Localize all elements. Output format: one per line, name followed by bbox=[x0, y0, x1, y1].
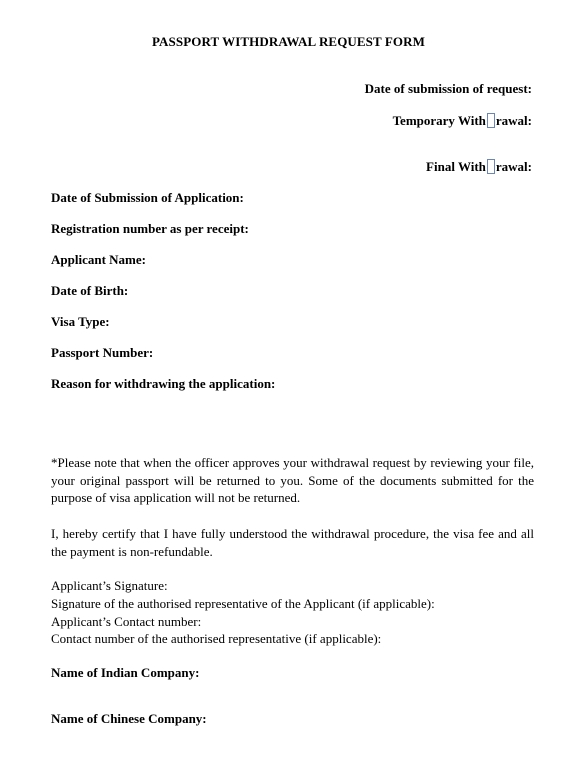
indian-company-label: Name of Indian Company: bbox=[51, 665, 200, 680]
field-date-of-submission-application: Date of Submission of Application: bbox=[51, 190, 244, 205]
representative-contact-label: Contact number of the authorised representative (if applicable): bbox=[51, 631, 382, 646]
field-registration-number: Registration number as per receipt: bbox=[51, 221, 249, 236]
chinese-company-label: Name of Chinese Company: bbox=[51, 711, 207, 726]
field-date-of-birth: Date of Birth: bbox=[51, 283, 129, 298]
field-reason-for-withdrawal: Reason for withdrawing the application: bbox=[51, 376, 276, 391]
final-withdrawal-option bbox=[426, 159, 532, 175]
form-title: PASSPORT WITHDRAWAL REQUEST FORM bbox=[151, 34, 426, 49]
representative-signature-label: Signature of the authorised representative of the Applicant (if applicable): bbox=[51, 596, 435, 611]
field-passport-number: Passport Number: bbox=[51, 345, 154, 360]
applicant-signature-label: Applicant’s Signature: bbox=[51, 578, 168, 593]
note-passport-return: *Please note that when the officer approves your withdrawal request by reviewing your file, your original passport will be returned to you. Some of the documents submitted for the purpose of visa application will not be returned. bbox=[51, 455, 534, 505]
final-withdrawal-label-end: rawal: bbox=[495, 159, 532, 174]
field-visa-type: Visa Type: bbox=[51, 314, 110, 329]
temporary-withdrawal-option bbox=[393, 113, 532, 129]
temporary-withdrawal-checkbox[interactable] bbox=[487, 113, 495, 128]
applicant-contact-label: Applicant’s Contact number: bbox=[51, 614, 202, 629]
temporary-withdrawal-label-start: Temporary With bbox=[392, 113, 486, 128]
final-withdrawal-checkbox[interactable] bbox=[487, 159, 495, 174]
temporary-withdrawal-label-end: rawal: bbox=[495, 113, 532, 128]
final-withdrawal-label-start: Final With bbox=[426, 159, 486, 174]
note-certification: I, hereby certify that I have fully understood the withdrawal procedure, the visa fee and all the payment is non-refundable. bbox=[51, 526, 534, 559]
date-of-submission-request-label: Date of submission of request: bbox=[364, 81, 532, 96]
field-applicant-name: Applicant Name: bbox=[51, 252, 146, 267]
